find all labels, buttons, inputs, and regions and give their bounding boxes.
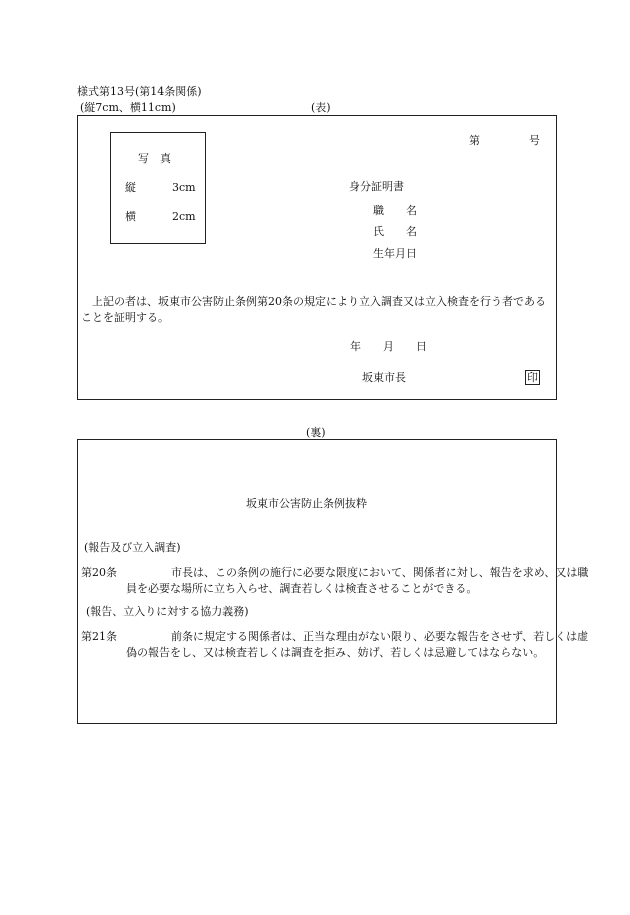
number-suffix: 号 [529, 134, 540, 147]
back-label: (裏) [306, 426, 326, 439]
photo-title: 写 真 [138, 152, 171, 165]
field-birthdate: 生年月日 [373, 247, 417, 260]
field-position: 職 名 [373, 204, 417, 217]
photo-width-value: 2cm [172, 210, 196, 223]
article-20-text [81, 565, 589, 597]
number-label: 第 [469, 134, 480, 147]
certification-statement: 上記の者は、坂東市公害防止条例第20条の規定により立入調査又は立入検査を行う者であることを証明する。 [81, 295, 546, 324]
article-21-label: 第21条 [81, 630, 117, 643]
photo-height-value: 3cm [172, 181, 196, 194]
article-21-text [81, 629, 589, 661]
article-20-label: 第20条 [81, 566, 117, 579]
photo-width-label: 横 [125, 210, 136, 223]
field-name: 氏 名 [373, 225, 417, 238]
article-20-body: 市長は、この条例の施行に必要な限度において、関係者に対し、報告を求め、又は職員を必要な場所に立ち入らせ、調査若しくは検査させることができる。 [126, 566, 589, 595]
seal-mark: 印 [527, 371, 538, 384]
photo-height-label: 縦 [125, 181, 136, 194]
date-line: 年 月 日 [350, 340, 427, 353]
front-label: (表) [311, 101, 331, 114]
heading-article-21: (報告、立入りに対する協力義務) [86, 605, 249, 618]
issuer: 坂東市長 [362, 371, 406, 384]
back-title: 坂東市公害防止条例抜粋 [246, 497, 367, 510]
size-note: (縦7cm、横11cm) [80, 101, 176, 114]
form-number: 様式第13号(第14条関係) [77, 85, 202, 98]
certificate-title: 身分証明書 [349, 180, 404, 193]
article-21-body: 前条に規定する関係者は、正当な理由がない限り、必要な報告をさせず、若しくは虚偽の報告をし、又は検査若しくは調査を拒み、妨げ、若しくは忌避してはならない。 [126, 630, 589, 659]
heading-article-20: (報告及び立入調査) [84, 541, 181, 554]
